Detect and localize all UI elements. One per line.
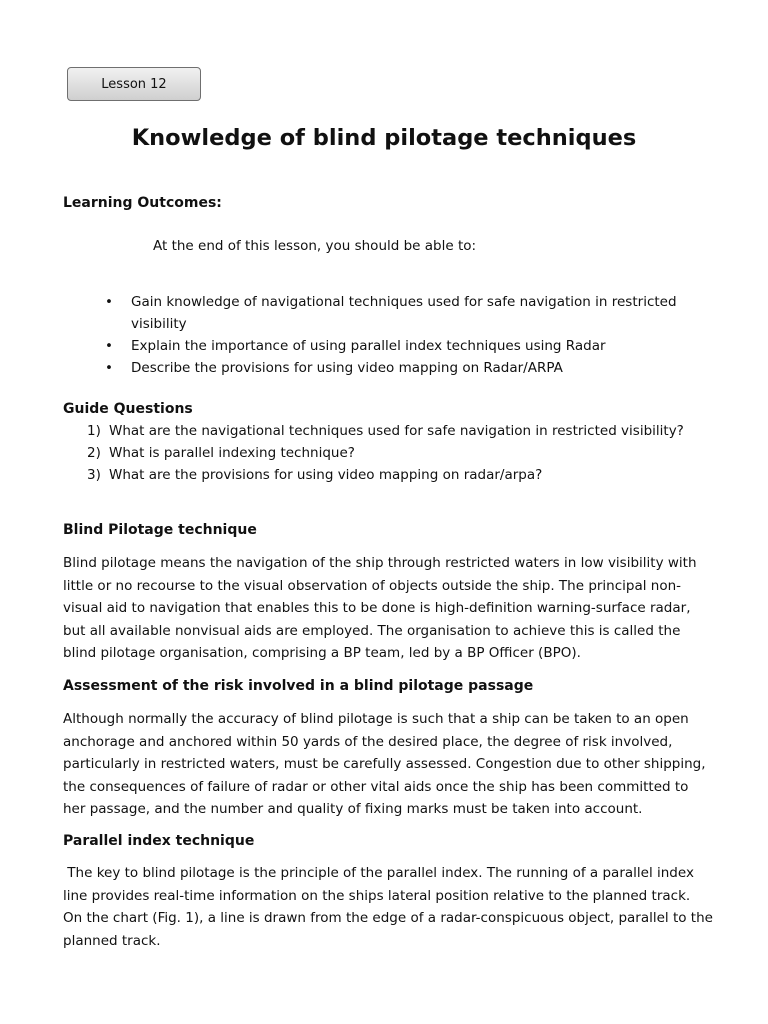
page-title: Knowledge of blind pilotage techniques <box>131 125 637 151</box>
list-item <box>63 335 731 357</box>
section-body-parallel-index: The key to blind pilotage is the principle of the parallel index. The running of a parallel index line provides real-time information on the ships lateral position relative to the planned track. On the chart (Fig. 1), a line is drawn from the edge of a radar-conspicuous object, parallel to the planned track. <box>63 865 718 949</box>
bullet-icon: • <box>105 360 113 376</box>
section-heading-risk-assessment: Assessment of the risk involved in a blind pilotage passage <box>63 678 534 694</box>
list-item <box>63 357 731 379</box>
learning-outcomes-intro: At the end of this lesson, you should be able to: <box>153 238 477 254</box>
guide-questions-heading: Guide Questions <box>63 401 193 417</box>
question-text: What are the provisions for using video mapping on radar/arpa? <box>109 467 543 483</box>
learning-outcomes-heading: Learning Outcomes: <box>63 195 222 211</box>
question-number: 2) <box>87 445 101 461</box>
question-number: 1) <box>87 423 101 439</box>
bullet-icon: • <box>105 338 113 354</box>
question-text: What is parallel indexing technique? <box>109 445 355 461</box>
question-number: 3) <box>87 467 101 483</box>
section-heading-blind-pilotage: Blind Pilotage technique <box>63 522 257 538</box>
learning-outcomes-list <box>63 291 731 379</box>
guide-questions-list <box>63 420 684 486</box>
lesson-badge-label: Lesson 12 <box>101 76 167 92</box>
section-heading-parallel-index: Parallel index technique <box>63 833 255 849</box>
list-item <box>63 420 684 442</box>
section-body-blind-pilotage: Blind pilotage means the navigation of the ship through restricted waters in low visibility with little or no recourse to the visual observation of objects outside the ship. The principal non-visual aid to navigation that enables this to be done is high-definition warning-surface radar, but all available nonvisual aids are employed. The organisation to achieve this is called the blind pilotage organisation, comprising a BP team, led by a BP Officer (BPO). <box>63 555 697 661</box>
list-item-text: Describe the provisions for using video mapping on Radar/ARPA <box>131 360 563 376</box>
list-item-text: Explain the importance of using parallel index techniques using Radar <box>131 338 606 354</box>
question-text: What are the navigational techniques used for safe navigation in restricted visibility? <box>109 423 684 439</box>
list-item-text: Gain knowledge of navigational techniques used for safe navigation in restricted visibility <box>131 294 677 332</box>
list-item <box>63 291 731 335</box>
lesson-badge <box>67 67 201 101</box>
list-item <box>63 464 684 486</box>
list-item <box>63 442 684 464</box>
section-body-risk-assessment: Although normally the accuracy of blind pilotage is such that a ship can be taken to an open anchorage and anchored within 50 yards of the desired place, the degree of risk involved, particularly in restricted waters, must be carefully assessed. Congestion due to other shipping, the consequences of failure of radar or other vital aids once the ship has been committed to her passage, and the number and quality of fixing marks must be taken into account. <box>63 711 706 817</box>
bullet-icon: • <box>105 294 113 310</box>
